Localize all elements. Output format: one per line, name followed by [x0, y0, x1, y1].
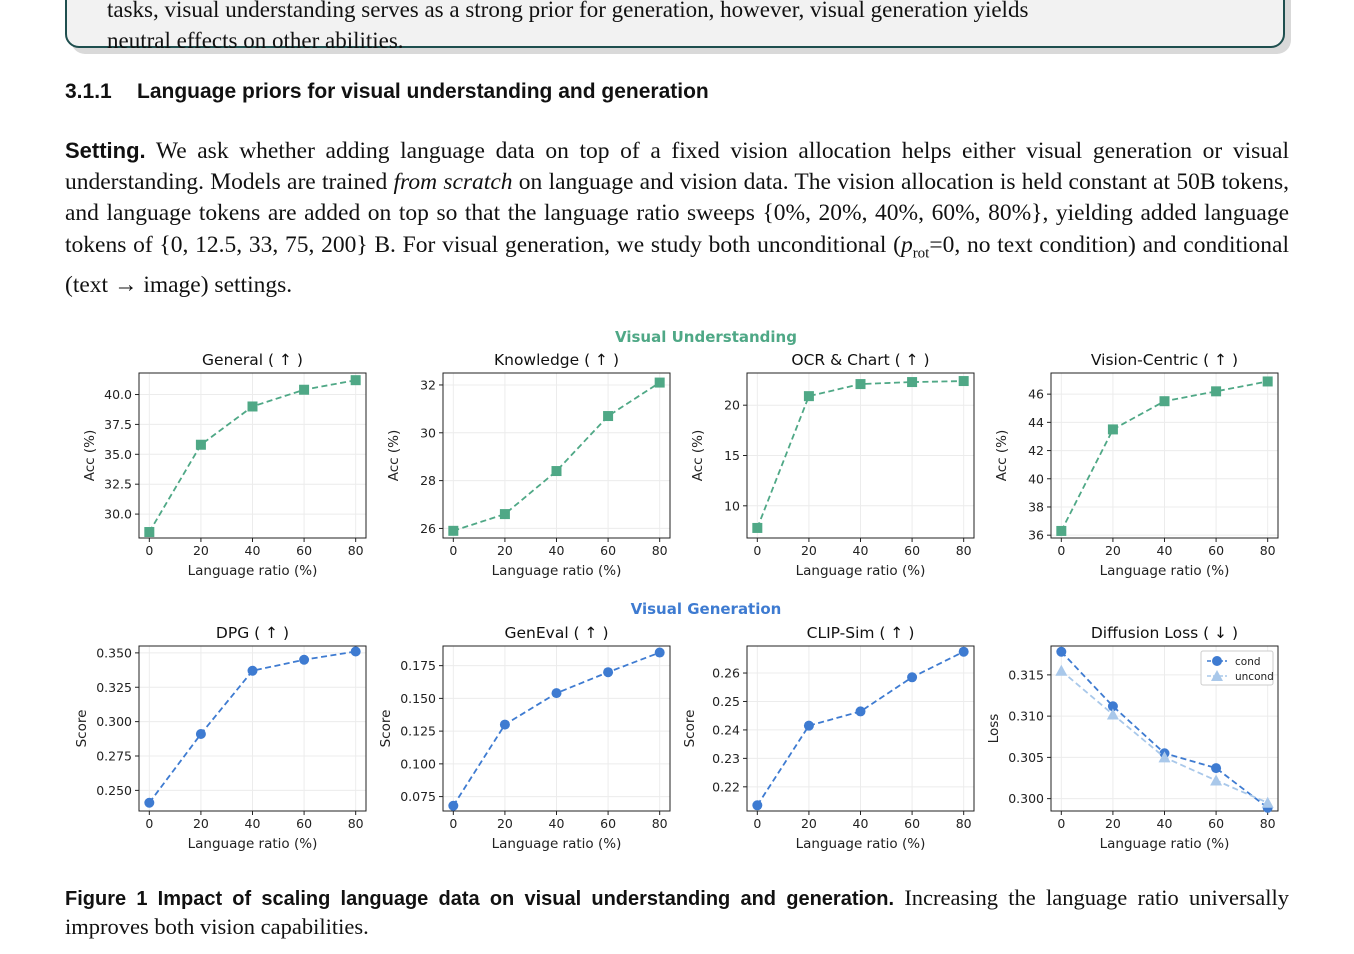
chart-6 [378, 624, 670, 852]
x-tick-label: 20 [496, 543, 513, 558]
x-tick-label: 80 [955, 543, 972, 558]
chart-title: Knowledge ( ↑ ) [493, 351, 620, 369]
chart-title: General ( ↑ ) [202, 351, 303, 369]
chart-title: Diffusion Loss ( ↓ ) [1090, 624, 1239, 642]
chart-2 [386, 351, 670, 579]
y-tick-label: 0.350 [96, 645, 132, 661]
setting-lead: Setting. [65, 138, 146, 163]
y-axis-label: Score [682, 709, 698, 748]
chart-title: OCR & Chart ( ↑ ) [791, 351, 930, 369]
data-point [1211, 386, 1221, 396]
chart-7 [682, 624, 974, 852]
x-tick-label: 80 [347, 816, 364, 831]
takeaway-text [107, 0, 1243, 56]
data-point [752, 523, 762, 533]
y-tick-label: 32 [420, 377, 436, 393]
x-tick-label: 0 [145, 543, 154, 558]
data-point [959, 647, 969, 657]
data-point [907, 377, 917, 387]
x-tick-label: 20 [800, 816, 817, 831]
y-axis-label: Acc (%) [82, 429, 98, 482]
data-point [1263, 376, 1273, 386]
data-point [1056, 647, 1066, 657]
data-point [248, 401, 258, 411]
y-tick-label: 38 [1028, 499, 1044, 515]
y-tick-label: 0.250 [96, 782, 132, 798]
y-axis-label: Acc (%) [386, 429, 402, 482]
y-tick-label: 0.310 [1008, 708, 1044, 724]
x-tick-label: 60 [600, 543, 617, 558]
chart-title: CLIP-Sim ( ↑ ) [806, 624, 915, 642]
y-tick-label: 0.305 [1008, 749, 1044, 765]
x-tick-label: 0 [145, 816, 154, 831]
figure-1 [0, 320, 1354, 860]
y-tick-label: 36 [1028, 527, 1044, 543]
data-point [500, 509, 510, 519]
x-tick-label: 40 [852, 816, 869, 831]
x-axis-label: Language ratio (%) [795, 836, 926, 852]
x-tick-label: 0 [753, 543, 762, 558]
data-point [655, 648, 665, 658]
x-axis-label: Language ratio (%) [187, 563, 318, 579]
data-point [144, 527, 154, 537]
data-point [856, 379, 866, 389]
data-point [907, 672, 917, 682]
chart-5 [74, 624, 366, 852]
x-tick-label: 80 [955, 816, 972, 831]
y-tick-label: 26 [420, 520, 436, 536]
row-title-generation: Visual Generation [630, 600, 782, 618]
setting-italic: from scratch [393, 169, 513, 196]
x-tick-label: 80 [1259, 816, 1276, 831]
data-point [1160, 396, 1170, 406]
y-tick-label: 10 [724, 498, 740, 514]
x-tick-label: 60 [904, 816, 921, 831]
x-tick-label: 40 [244, 816, 261, 831]
y-tick-label: 30 [420, 425, 436, 441]
legend-marker [1212, 656, 1222, 666]
data-point [1055, 665, 1067, 676]
section-title: Language priors for visual understanding and generation [137, 80, 709, 103]
caption-head: Figure 1 Impact of scaling language data on visual understanding and generation. [65, 888, 895, 910]
setting-text-2: on language and vision data. The vision allocation is held constant at 50B tokens, and language tokens are added on top so that the language ratio sweeps {0%, 20%, 40%, 60%, 80%}, yielding added language tokens of {0, 12.5, 33, 75, 200} B. For visual generation, we study both unconditional ( [65, 169, 1290, 258]
x-tick-label: 0 [449, 543, 458, 558]
data-point [603, 667, 613, 677]
y-tick-label: 0.23 [712, 750, 740, 766]
x-tick-label: 40 [548, 543, 565, 558]
y-tick-label: 37.5 [104, 416, 132, 432]
data-point [351, 375, 361, 385]
takeaway-last-line: neutral effects on other abilities. [107, 28, 404, 53]
data-point [299, 385, 309, 395]
data-point [1211, 763, 1221, 773]
takeaway-partial-line: tasks, visual understanding serves as a strong prior for generation, however, visual generation yields [107, 0, 1029, 22]
section-heading [65, 80, 709, 104]
y-tick-label: 32.5 [104, 476, 132, 492]
data-point [804, 391, 814, 401]
y-tick-label: 20 [724, 397, 740, 413]
y-tick-label: 30.0 [104, 506, 132, 522]
y-tick-label: 0.275 [96, 748, 132, 764]
x-tick-label: 20 [1104, 543, 1121, 558]
x-tick-label: 60 [296, 543, 313, 558]
data-point [752, 800, 762, 810]
setting-text-3: =0, no text condition) and conditional (text → image) settings. [65, 231, 1289, 298]
y-axis-label: Score [378, 709, 394, 748]
data-point [1108, 424, 1118, 434]
y-tick-label: 0.300 [1008, 791, 1044, 807]
y-tick-label: 35.0 [104, 446, 132, 462]
x-tick-label: 20 [800, 543, 817, 558]
data-point [804, 721, 814, 731]
x-tick-label: 40 [1156, 816, 1173, 831]
y-tick-label: 0.300 [96, 714, 132, 730]
section-number: 3.1.1 [65, 80, 112, 103]
y-tick-label: 0.075 [400, 789, 436, 805]
data-point [552, 688, 562, 698]
y-tick-label: 0.325 [96, 679, 132, 695]
y-axis-label: Loss [986, 713, 1002, 744]
data-point [655, 378, 665, 388]
x-tick-label: 60 [1208, 543, 1225, 558]
x-tick-label: 60 [296, 816, 313, 831]
data-point [1056, 526, 1066, 536]
x-tick-label: 60 [904, 543, 921, 558]
figure-caption [65, 884, 1289, 941]
x-tick-label: 80 [347, 543, 364, 558]
takeaway-box [65, 0, 1285, 53]
y-tick-label: 0.100 [400, 756, 436, 772]
chart-title: DPG ( ↑ ) [215, 624, 290, 642]
x-tick-label: 0 [1057, 816, 1066, 831]
y-tick-label: 28 [420, 473, 436, 489]
data-point [248, 666, 258, 676]
x-axis-label: Language ratio (%) [1099, 563, 1230, 579]
x-tick-label: 20 [192, 543, 209, 558]
x-tick-label: 80 [1259, 543, 1276, 558]
y-tick-label: 0.25 [712, 693, 740, 709]
setting-text-1: We ask whether adding language data on top of a fixed vision allocation helps either visual generation or visual understanding. Models are trained [65, 138, 1289, 196]
x-axis-label: Language ratio (%) [491, 836, 622, 852]
y-tick-label: 0.175 [400, 658, 436, 674]
x-tick-label: 40 [244, 543, 261, 558]
data-point [196, 729, 206, 739]
y-tick-label: 15 [724, 448, 740, 463]
chart-4 [994, 351, 1278, 579]
x-tick-label: 40 [548, 816, 565, 831]
x-axis-label: Language ratio (%) [1099, 836, 1230, 852]
math-sub: rot [912, 245, 930, 262]
y-axis-label: Acc (%) [994, 429, 1010, 482]
y-tick-label: 0.26 [712, 665, 740, 681]
y-tick-label: 40.0 [104, 387, 132, 403]
y-tick-label: 46 [1028, 386, 1044, 402]
x-tick-label: 20 [496, 816, 513, 831]
data-point [856, 706, 866, 716]
x-tick-label: 0 [753, 816, 762, 831]
y-tick-label: 42 [1028, 443, 1044, 459]
chart-1 [82, 351, 366, 579]
data-point [603, 411, 613, 421]
y-tick-label: 0.315 [1008, 667, 1044, 683]
setting-paragraph [65, 135, 1289, 301]
x-tick-label: 80 [651, 816, 668, 831]
x-tick-label: 40 [852, 543, 869, 558]
x-axis-label: Language ratio (%) [491, 563, 622, 579]
y-tick-label: 0.150 [400, 690, 436, 706]
x-tick-label: 0 [1057, 543, 1066, 558]
y-tick-label: 40 [1028, 471, 1044, 487]
data-point [500, 720, 510, 730]
x-tick-label: 20 [192, 816, 209, 831]
y-tick-label: 44 [1028, 414, 1044, 430]
data-point [959, 376, 969, 386]
data-point [196, 440, 206, 450]
data-point [144, 798, 154, 808]
data-point [299, 655, 309, 665]
x-axis-label: Language ratio (%) [187, 836, 318, 852]
chart-3 [690, 351, 974, 579]
y-tick-label: 0.125 [400, 723, 436, 739]
y-axis-label: Score [74, 709, 90, 748]
chart-title: Vision-Centric ( ↑ ) [1090, 351, 1239, 369]
x-tick-label: 20 [1104, 816, 1121, 831]
y-axis-label: Acc (%) [690, 429, 706, 482]
data-point [351, 647, 361, 657]
legend-label: cond [1235, 656, 1261, 668]
math-p: p [900, 231, 913, 258]
data-point [448, 526, 458, 536]
data-point [1210, 774, 1222, 785]
figure-svg [0, 320, 1354, 860]
x-tick-label: 60 [1208, 816, 1225, 831]
x-tick-label: 80 [651, 543, 668, 558]
chart-title: GenEval ( ↑ ) [504, 624, 609, 642]
row-title-understanding: Visual Understanding [615, 328, 797, 346]
legend-label: uncond [1235, 671, 1274, 683]
caption-text: Increasing the language ratio universally improves both vision capabilities. [65, 885, 1290, 939]
data-point [552, 466, 562, 476]
x-tick-label: 40 [1156, 543, 1173, 558]
y-tick-label: 0.24 [712, 722, 740, 738]
y-tick-label: 0.22 [712, 779, 740, 795]
x-axis-label: Language ratio (%) [795, 563, 926, 579]
chart-legend [1201, 651, 1274, 685]
x-tick-label: 0 [449, 816, 458, 831]
data-point [448, 801, 458, 811]
chart-8 [986, 624, 1278, 852]
x-tick-label: 60 [600, 816, 617, 831]
